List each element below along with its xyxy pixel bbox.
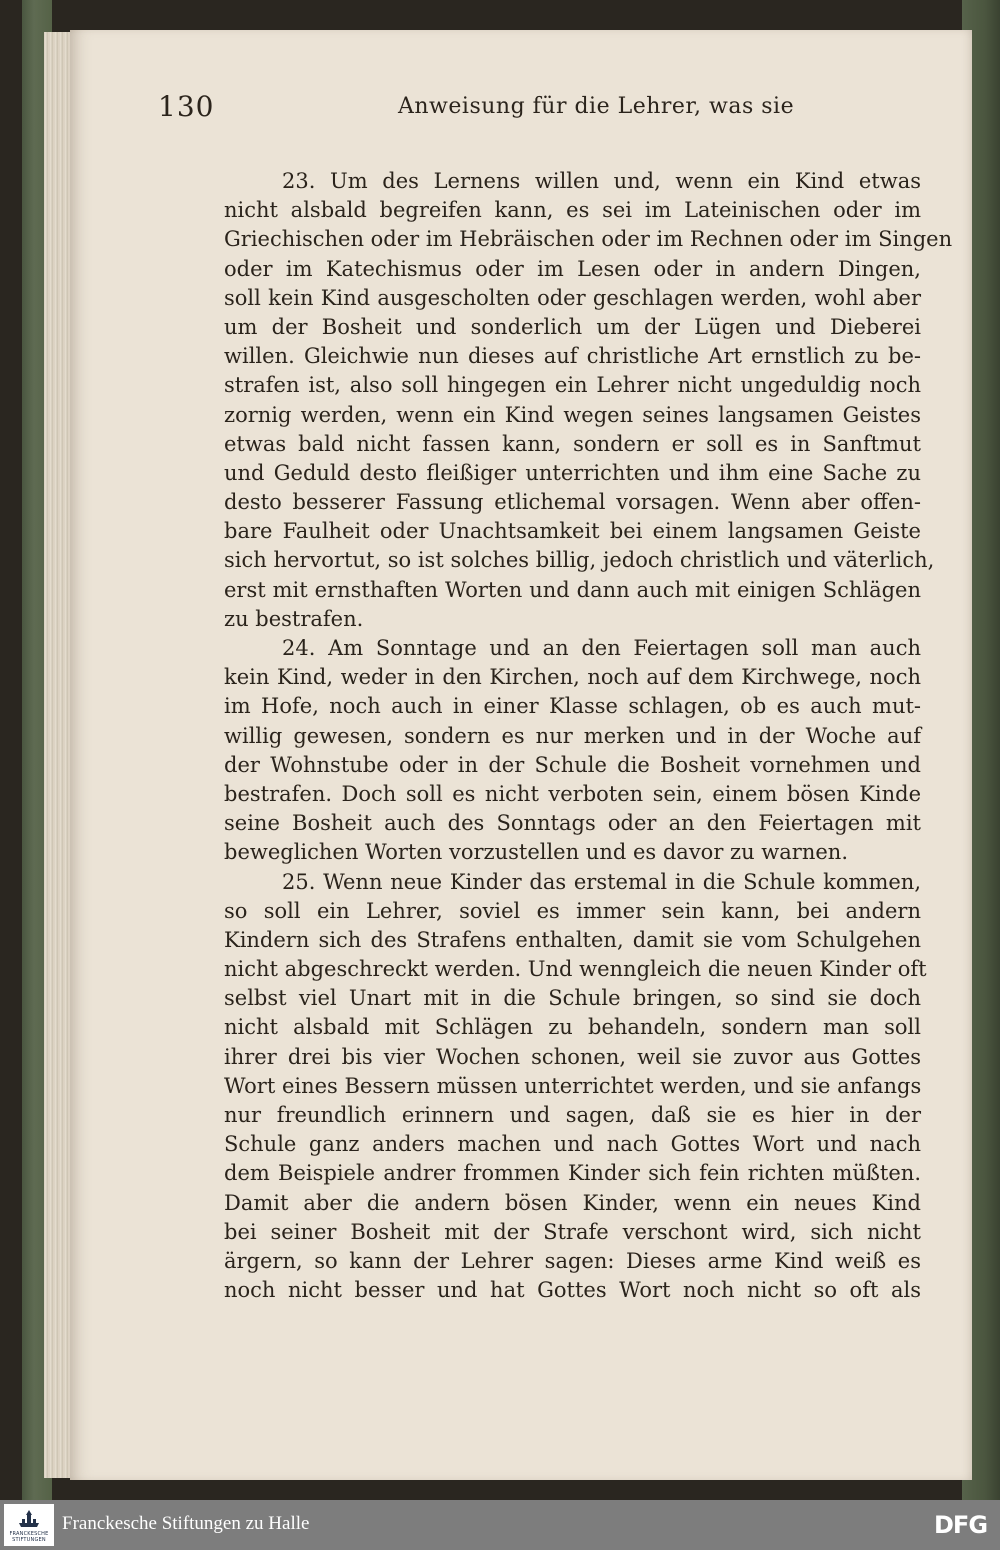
franckesche-stiftungen-emblem-icon xyxy=(17,1509,41,1529)
text-line: etwas bald nicht fassen kann, sondern er soll es in Sanftmut xyxy=(224,431,921,456)
text-line: selbst viel Unart mit in die Schule bringen, so sind sie doch xyxy=(224,986,921,1011)
institution-name[interactable]: Franckesche Stiftungen zu Halle xyxy=(62,1513,310,1534)
text-line: dem Beispiele andrer frommen Kinder sich fein richten müßten. xyxy=(224,1161,921,1186)
text-line: bei seiner Bosheit mit der Strafe verschont wird, sich nicht xyxy=(224,1219,921,1244)
running-head xyxy=(158,90,938,130)
running-title: Anweisung für die Lehrer, was sie xyxy=(398,94,795,119)
text-line: willen. Gleichwie nun dieses auf christliche Art ernstlich zu be- xyxy=(224,344,921,369)
logo-caption xyxy=(4,1531,54,1543)
text-line: erst mit ernsthaften Worten und dann auch mit einigen Schlägen xyxy=(224,577,921,602)
text-line: noch nicht besser und hat Gottes Wort noch nicht so oft als xyxy=(224,1278,921,1303)
text-line: 25. Wenn neue Kinder das erstemal in die Schule kommen, xyxy=(282,869,921,894)
dfg-logo[interactable]: DFG xyxy=(934,1511,988,1539)
logo-caption-line-1: FRANCKESCHE xyxy=(9,1531,49,1537)
text-line: Kindern sich des Strafens enthalten, damit sie vom Schulgehen xyxy=(224,927,921,952)
text-line: zornig werden, wenn ein Kind wegen seines langsamen Geistes xyxy=(224,402,921,427)
text-line: 23. Um des Lernens willen und, wenn ein Kind etwas xyxy=(282,169,921,193)
text-line: um der Bosheit und sonderlich um der Lügen und Dieberei xyxy=(224,314,921,339)
text-line: sich hervortut, so ist solches billig, jedoch christlich und väterlich, xyxy=(224,548,935,573)
text-line: zu bestrafen. xyxy=(224,606,364,631)
page-body xyxy=(224,167,953,1305)
text-line: ärgern, so kann der Lehrer sagen: Dieses arme Kind weiß es xyxy=(224,1248,921,1273)
text-line: Wort eines Bessern müssen unterrichtet werden, und sie anfangs xyxy=(224,1073,922,1098)
text-line: nicht alsbald begreifen kann, es sei im Lateinischen oder im xyxy=(224,198,921,223)
text-line: bare Faulheit oder Unachtsamkeit bei einem langsamen Geiste xyxy=(224,519,921,544)
text-line: kein Kind, weder in den Kirchen, noch auf dem Kirchwege, noch xyxy=(224,665,921,690)
text-line: seine Bosheit auch des Sonntags oder an den Feiertagen mit xyxy=(224,811,921,836)
text-line: nur freundlich erinnern und sagen, daß sie es hier in der xyxy=(224,1103,921,1127)
text-line: oder im Katechismus oder im Lesen oder in andern Dingen, xyxy=(224,256,921,281)
text-line: im Hofe, noch auch in einer Klasse schlagen, ob es auch mut- xyxy=(224,694,921,719)
viewer-footer xyxy=(0,1500,1000,1550)
text-line: bestrafen. Doch soll es nicht verboten sein, einem bösen Kinde xyxy=(224,781,921,806)
text-line: der Wohnstube oder in der Schule die Bosheit vornehmen und xyxy=(224,752,921,777)
institution-logo[interactable] xyxy=(4,1504,54,1546)
text-line: Damit aber die andern bösen Kinder, wenn ein neues Kind xyxy=(224,1190,921,1215)
text-line: soll kein Kind ausgescholten oder geschlagen werden, wohl aber xyxy=(224,285,921,310)
text-line: so soll ein Lehrer, soviel es immer sein kann, bei andern xyxy=(224,898,921,923)
text-line: willig gewesen, sondern es nur merken und in der Woche auf xyxy=(224,723,921,748)
text-line: Griechischen oder im Hebräischen oder im Rechnen oder im Singen xyxy=(224,227,953,252)
text-line: 24. Am Sonntage und an den Feiertagen soll man auch xyxy=(282,636,921,660)
logo-caption-line-2: STIFTUNGEN xyxy=(12,1537,46,1543)
text-line: beweglichen Worten vorzustellen und es davor zu warnen. xyxy=(224,840,848,865)
text-line: desto besserer Fassung etlichemal vorsagen. Wenn aber offen- xyxy=(224,490,921,515)
text-line: und Geduld desto fleißiger unterrichten und ihm eine Sache zu xyxy=(224,460,921,485)
text-line: ihrer drei bis vier Wochen schonen, weil sie zuvor aus Gottes xyxy=(224,1044,921,1069)
text-line: Schule ganz anders machen und nach Gottes Wort und nach xyxy=(224,1132,921,1157)
page-number: 130 xyxy=(158,90,215,123)
text-line: strafen ist, also soll hingegen ein Lehrer nicht ungeduldig noch xyxy=(224,373,921,398)
text-line: nicht abgeschreckt werden. Und wenngleich die neuen Kinder oft xyxy=(224,957,927,982)
text-line: nicht alsbald mit Schlägen zu behandeln, sondern man soll xyxy=(224,1015,921,1040)
